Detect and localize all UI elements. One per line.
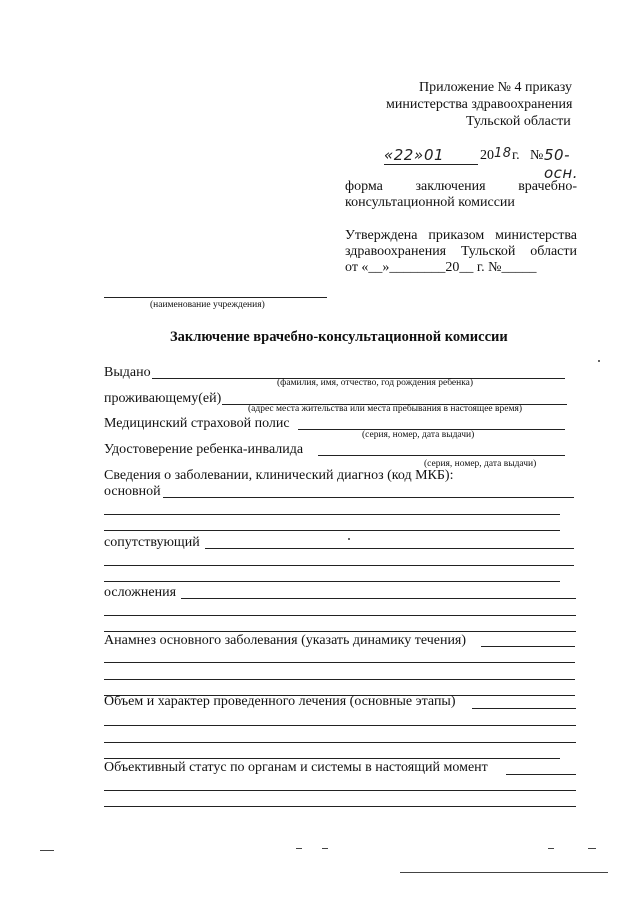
form-note-line2: консультационной комиссии <box>345 195 515 210</box>
treatment-line-4[interactable] <box>104 758 560 759</box>
policy-label: Медицинский страховой полис <box>104 416 290 431</box>
anamnesis-line-1[interactable] <box>481 646 575 647</box>
complications-line-2[interactable] <box>104 615 576 616</box>
main-diagnosis-line-1[interactable] <box>163 497 574 498</box>
scan-mark <box>588 848 596 849</box>
status-line-1[interactable] <box>506 774 576 775</box>
order-date-underline <box>384 164 478 165</box>
scan-mark <box>548 848 554 849</box>
order-no-value: 50-осн. <box>544 146 578 182</box>
treatment-line-3[interactable] <box>104 742 576 743</box>
anamnesis-line-2[interactable] <box>104 662 575 663</box>
scan-mark <box>400 872 608 873</box>
scan-mark <box>322 848 328 849</box>
form-note-line1: форма заключения врачебно- <box>345 179 577 194</box>
ministry-line: министерства здравоохранения <box>386 97 573 112</box>
order-year-prefix: 20 <box>480 148 494 163</box>
scan-mark <box>40 850 54 851</box>
disability-label: Удостоверение ребенка-инвалида <box>104 442 304 457</box>
scan-mark <box>296 848 302 849</box>
scan-speck <box>348 538 350 540</box>
order-year-suffix: 18 <box>494 146 512 161</box>
order-date-line <box>384 146 594 182</box>
issued-caption: (фамилия, имя, отчество, год рождения ребенка) <box>277 378 474 388</box>
approved-line3: от «__»________20__ г. №_____ <box>345 260 537 275</box>
concomitant-line-3[interactable] <box>104 581 560 582</box>
main-diagnosis-line-3[interactable] <box>104 530 560 531</box>
appendix-line: Приложение № 4 приказу <box>419 80 573 95</box>
concomitant-line-2[interactable] <box>104 565 574 566</box>
disability-line[interactable] <box>318 455 565 456</box>
disability-caption: (серия, номер, дата выдачи) <box>424 459 537 469</box>
scan-speck <box>598 360 600 362</box>
region-line: Тульской области <box>466 114 571 129</box>
concomitant-line-1[interactable] <box>205 548 574 549</box>
main-diagnosis-label: основной <box>104 484 161 499</box>
status-line-3[interactable] <box>104 806 576 807</box>
main-diagnosis-line-2[interactable] <box>104 514 560 515</box>
treatment-label: Объем и характер проведенного лечения (основные этапы) <box>104 694 456 709</box>
status-line-2[interactable] <box>104 790 576 791</box>
concomitant-label: сопутствующий <box>104 535 200 550</box>
institution-caption: (наименование учреждения) <box>150 300 265 310</box>
approved-line1: Утверждена приказом министерства <box>345 228 577 243</box>
treatment-line-2[interactable] <box>104 725 576 726</box>
residing-caption: (адрес места жительства или места пребывания в настоящее время) <box>248 404 523 414</box>
document-title: Заключение врачебно-консультационной комиссии <box>170 329 508 345</box>
approved-line2: здравоохранения Тульской области <box>345 244 577 259</box>
order-month: 01 <box>424 146 445 164</box>
complications-label: осложнения <box>104 585 177 600</box>
order-day: «22» <box>384 146 424 164</box>
policy-caption: (серия, номер, дата выдачи) <box>362 430 475 440</box>
anamnesis-line-3[interactable] <box>104 679 575 680</box>
complications-line-1[interactable] <box>181 598 576 599</box>
treatment-line-1[interactable] <box>472 708 576 709</box>
institution-line <box>104 297 327 298</box>
residing-label: проживающему(ей) <box>104 391 222 406</box>
complications-line-3[interactable] <box>104 631 576 632</box>
order-year-unit: г. <box>512 148 520 163</box>
order-no-label: № <box>530 148 544 163</box>
diagnosis-heading: Сведения о заболевании, клинический диагноз (код МКБ): <box>104 468 454 483</box>
status-label: Объективный статус по органам и системы в настоящий момент <box>104 760 488 775</box>
anamnesis-label: Анамнез основного заболевания (указать динамику течения) <box>104 633 467 648</box>
issued-label: Выдано <box>104 365 151 380</box>
